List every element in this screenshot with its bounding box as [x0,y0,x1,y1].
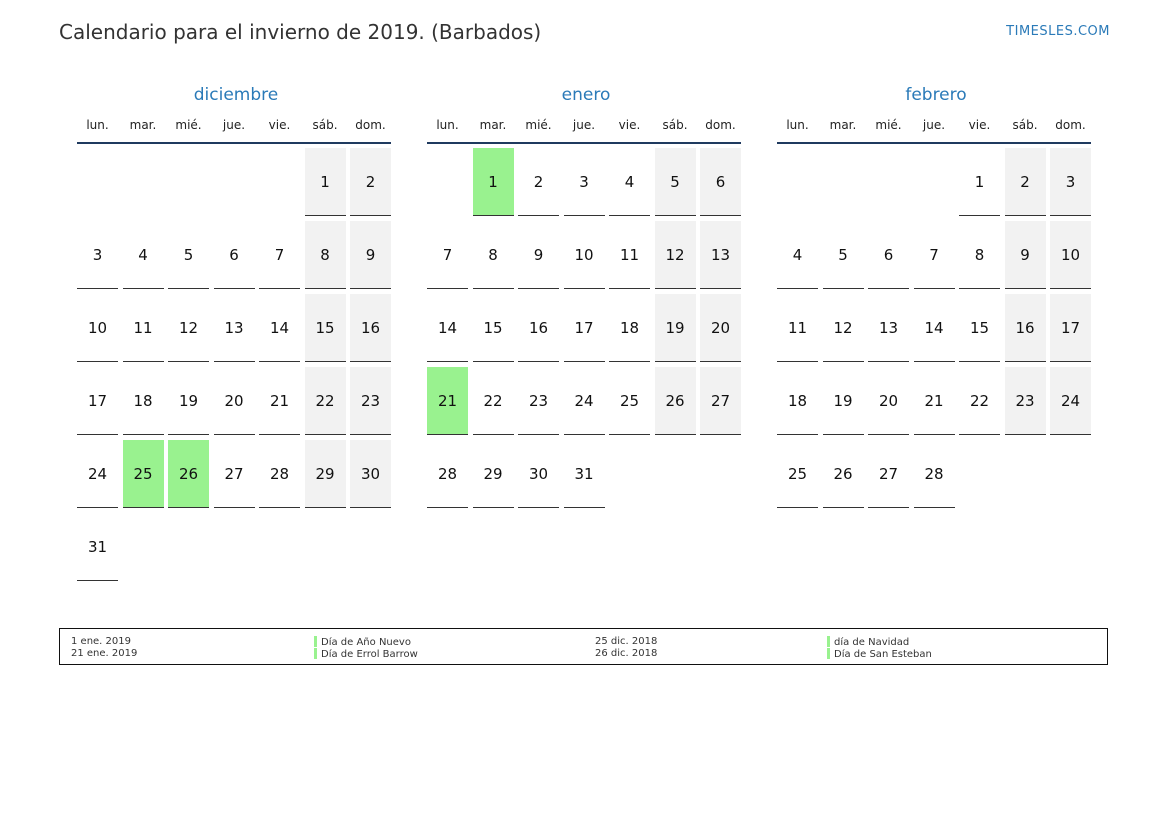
day-cell[interactable]: 27 [700,367,741,435]
day-cell[interactable]: 18 [777,367,818,435]
holiday-color-swatch [827,648,830,659]
day-cell[interactable]: 19 [168,367,209,435]
weekday-rule [777,142,1091,144]
day-cell[interactable]: 12 [823,294,864,362]
day-cell[interactable]: 21 [914,367,955,435]
weekday-rule [427,142,741,144]
day-cell[interactable]: 16 [350,294,391,362]
day-cell[interactable]: 9 [1005,221,1046,289]
month-name: enero [561,85,611,105]
legend-date: 1 ene. 2019 [71,636,131,647]
day-cell[interactable]: 13 [214,294,255,362]
day-cell[interactable]: 10 [1050,221,1091,289]
weekday-label: jue. [922,118,946,132]
day-cell[interactable]: 29 [473,440,514,508]
day-cell[interactable]: 23 [350,367,391,435]
weekday-rule [77,142,391,144]
day-cell[interactable]: 16 [518,294,559,362]
legend-holiday-item [314,648,418,661]
legend-date: 21 ene. 2019 [71,648,138,659]
weekday-label: lun. [86,118,109,132]
holiday-day-cell[interactable]: 26 [168,440,209,508]
day-cell[interactable]: 5 [823,221,864,289]
day-cell[interactable]: 29 [305,440,346,508]
day-cell[interactable]: 6 [868,221,909,289]
holiday-color-swatch [314,648,317,659]
holiday-color-swatch [314,636,317,647]
legend-holiday-name: Día de Errol Barrow [321,649,418,660]
weekday-label: mar. [829,118,857,132]
day-cell[interactable]: 6 [700,148,741,216]
day-cell[interactable]: 30 [518,440,559,508]
month-december [77,84,395,556]
day-cell[interactable]: 30 [350,440,391,508]
weekday-header [427,118,745,136]
holiday-day-cell[interactable]: 1 [473,148,514,216]
weekday-label: sáb. [312,118,338,132]
month-name: febrero [905,85,967,105]
day-cell[interactable]: 20 [868,367,909,435]
day-cell[interactable]: 5 [168,221,209,289]
day-cell[interactable]: 15 [305,294,346,362]
weekday-header [777,118,1095,136]
day-cell[interactable]: 4 [777,221,818,289]
day-cell[interactable]: 25 [609,367,650,435]
day-cell[interactable]: 3 [564,148,605,216]
day-cell[interactable]: 13 [868,294,909,362]
brand-link[interactable]: TIMESLES.COM [1006,24,1110,39]
day-cell[interactable]: 16 [1005,294,1046,362]
day-cell[interactable]: 31 [77,513,118,581]
day-cell[interactable]: 10 [564,221,605,289]
holiday-day-cell[interactable]: 21 [427,367,468,435]
day-cell[interactable]: 11 [777,294,818,362]
day-cell[interactable]: 9 [518,221,559,289]
day-cell[interactable]: 1 [305,148,346,216]
day-cell[interactable]: 14 [427,294,468,362]
day-cell[interactable]: 7 [914,221,955,289]
day-cell[interactable]: 15 [473,294,514,362]
day-cell[interactable]: 31 [564,440,605,508]
weekday-label: dom. [705,118,736,132]
weekday-label: mié. [175,118,202,132]
day-cell[interactable]: 20 [700,294,741,362]
day-cell[interactable]: 27 [214,440,255,508]
day-cell[interactable]: 8 [305,221,346,289]
weekday-label: sáb. [1012,118,1038,132]
day-cell[interactable]: 18 [609,294,650,362]
weekday-label: vie. [618,118,641,132]
day-cell[interactable]: 22 [305,367,346,435]
day-cell[interactable]: 19 [823,367,864,435]
month-february [777,84,1095,483]
day-cell[interactable]: 24 [564,367,605,435]
day-cell[interactable]: 13 [700,221,741,289]
weekday-label: mar. [479,118,507,132]
day-cell[interactable]: 14 [259,294,300,362]
day-cell[interactable]: 28 [914,440,955,508]
day-cell[interactable]: 2 [1005,148,1046,216]
weekday-label: sáb. [662,118,688,132]
day-cell[interactable]: 3 [1050,148,1091,216]
weekday-label: mié. [525,118,552,132]
day-cell[interactable]: 27 [868,440,909,508]
weekday-label: vie. [968,118,991,132]
day-cell[interactable]: 12 [655,221,696,289]
day-cell[interactable]: 25 [777,440,818,508]
day-cell[interactable]: 22 [473,367,514,435]
day-cell[interactable]: 7 [427,221,468,289]
day-cell[interactable]: 2 [518,148,559,216]
day-cell[interactable]: 6 [214,221,255,289]
day-cell[interactable]: 3 [77,221,118,289]
day-cell[interactable]: 11 [609,221,650,289]
weekday-label: mié. [875,118,902,132]
day-cell[interactable]: 5 [655,148,696,216]
day-cell[interactable]: 17 [1050,294,1091,362]
day-cell[interactable]: 8 [959,221,1000,289]
legend-holiday-item [827,648,932,661]
weekday-label: lun. [786,118,809,132]
day-cell[interactable]: 7 [259,221,300,289]
day-cell[interactable]: 11 [123,294,164,362]
legend-date: 26 dic. 2018 [595,648,658,659]
day-cell[interactable]: 24 [1050,367,1091,435]
day-cell[interactable]: 4 [609,148,650,216]
day-cell[interactable]: 15 [959,294,1000,362]
weekday-label: dom. [1055,118,1086,132]
day-cell[interactable]: 18 [123,367,164,435]
day-cell[interactable]: 19 [655,294,696,362]
holiday-day-cell[interactable]: 25 [123,440,164,508]
day-cell[interactable]: 28 [427,440,468,508]
day-cell[interactable]: 17 [77,367,118,435]
day-cell[interactable]: 10 [77,294,118,362]
day-cell[interactable]: 21 [259,367,300,435]
weekday-label: jue. [222,118,246,132]
legend-holiday-name: Día de Año Nuevo [321,637,411,648]
day-cell[interactable]: 1 [959,148,1000,216]
legend-date: 25 dic. 2018 [595,636,658,647]
day-cell[interactable]: 4 [123,221,164,289]
day-cell[interactable]: 14 [914,294,955,362]
month-name: diciembre [193,85,279,105]
holiday-color-swatch [827,636,830,647]
day-cell[interactable]: 9 [350,221,391,289]
holiday-legend [59,628,1108,665]
weekday-label: vie. [268,118,291,132]
legend-holiday-name: día de Navidad [834,637,910,648]
day-cell[interactable]: 22 [959,367,1000,435]
weekday-header [77,118,395,136]
day-cell[interactable]: 17 [564,294,605,362]
day-cell[interactable]: 26 [655,367,696,435]
weekday-label: jue. [572,118,596,132]
day-cell[interactable]: 23 [1005,367,1046,435]
day-cell[interactable]: 2 [350,148,391,216]
day-cell[interactable]: 28 [259,440,300,508]
day-cell[interactable]: 12 [168,294,209,362]
weekday-label: mar. [129,118,157,132]
weekday-label: lun. [436,118,459,132]
day-cell[interactable]: 20 [214,367,255,435]
day-cell[interactable]: 8 [473,221,514,289]
day-cell[interactable]: 24 [77,440,118,508]
day-cell[interactable]: 23 [518,367,559,435]
legend-holiday-name: Día de San Esteban [834,649,932,660]
month-january [427,84,745,483]
page-title: Calendario para el invierno de 2019. (Barbados) [59,20,542,44]
day-cell[interactable]: 26 [823,440,864,508]
weekday-label: dom. [355,118,386,132]
